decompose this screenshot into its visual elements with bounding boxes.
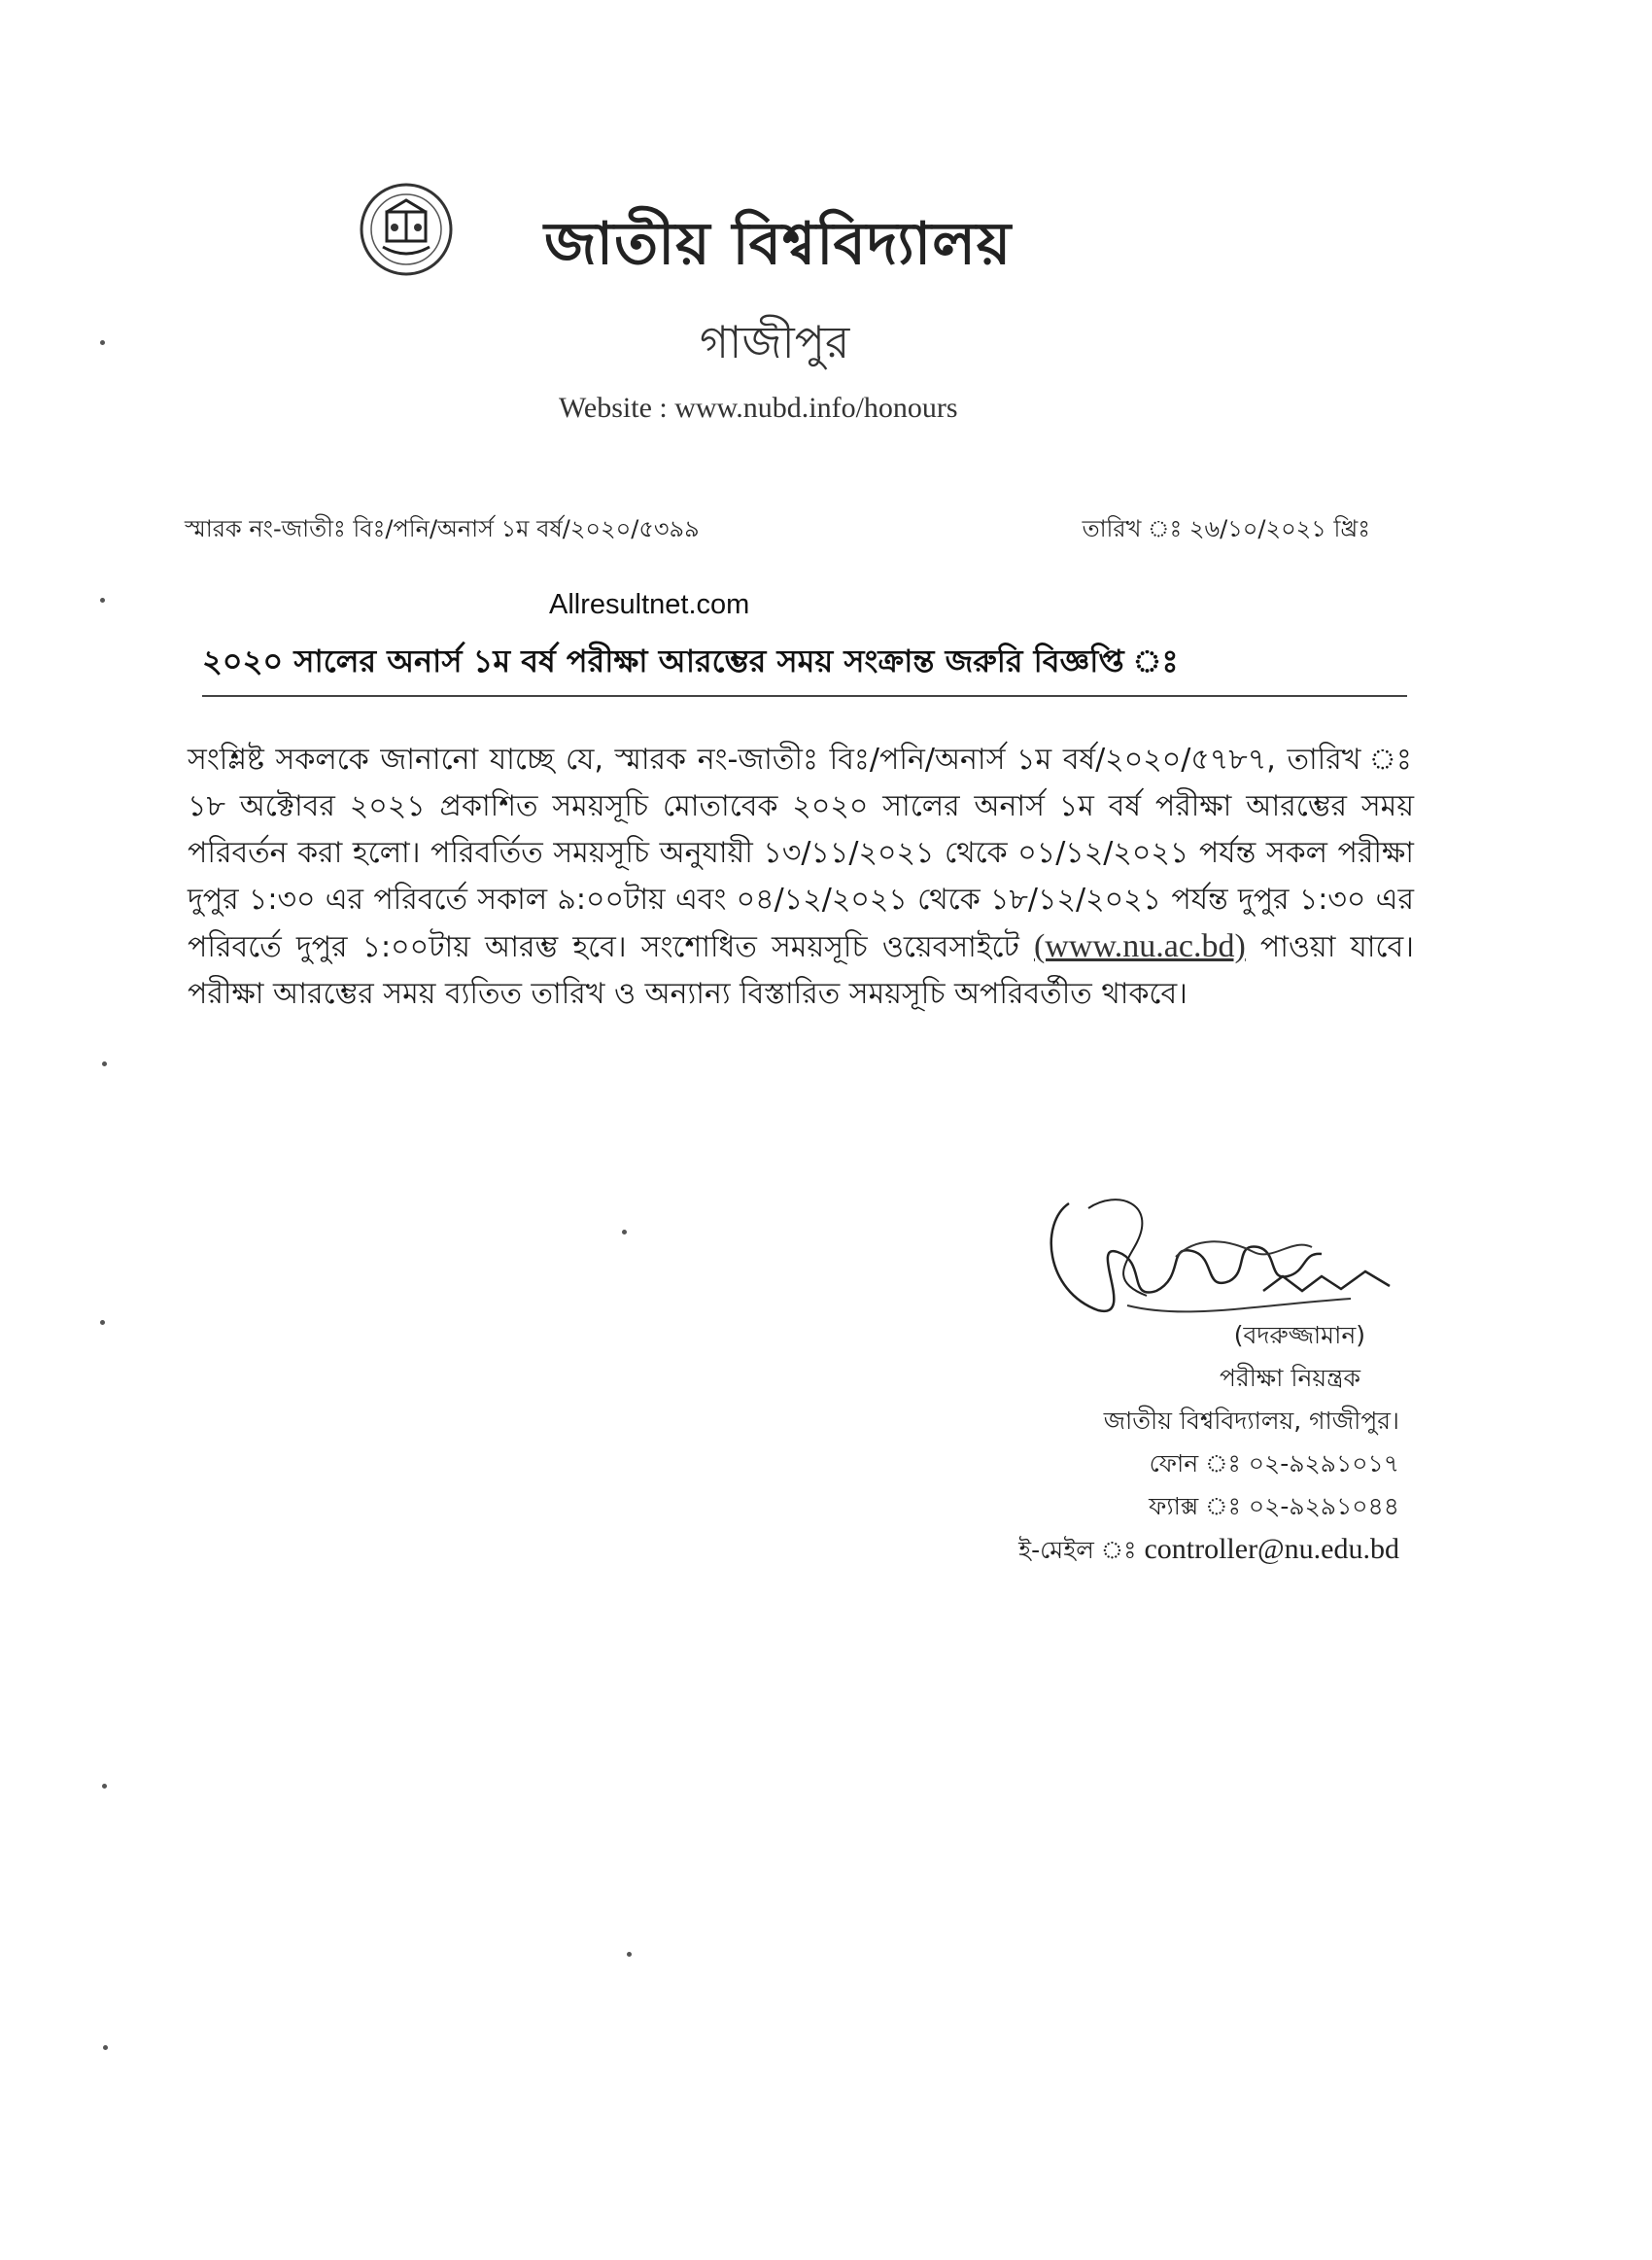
scan-speck [102, 1061, 107, 1066]
university-seal-logo [358, 171, 455, 288]
notice-title: ২০২০ সালের অনার্স ১ম বর্ষ পরীক্ষা আরম্ভের সময় সংক্রান্ত জরুরি বিজ্ঞপ্তি ঃ [202, 637, 1407, 697]
scan-speck [100, 1320, 105, 1325]
watermark-text: Allresultnet.com [549, 589, 750, 620]
signatory-email-line [875, 1528, 1399, 1572]
notice-body [188, 737, 1414, 1018]
scan-speck [100, 598, 105, 603]
scan-speck [100, 340, 105, 345]
signatory-phone: ফোন ঃ ০২-৯২৯১০১৭ [1149, 1449, 1399, 1478]
university-city: গাজীপুর [700, 316, 850, 368]
email-label: ই-মেইল ঃ [1018, 1536, 1145, 1564]
signature-scribble [1030, 1184, 1419, 1330]
notice-body-part2: পাওয়া যাবে। পরীক্ষা আরম্ভের সময় ব্যতিত তারিখ ও অন্যান্য বিস্তারিত সময়সূচি অপরিবর্তীত থাকবে। [188, 930, 1414, 1011]
signatory-designation: পরীক্ষা নিয়ন্ত্রক [1220, 1364, 1360, 1392]
university-name: জাতীয় বিশ্ববিদ্যালয় [544, 210, 1013, 278]
scan-speck [627, 1952, 632, 1957]
scan-speck [103, 2045, 108, 2050]
signatory-office: জাতীয় বিশ্ববিদ্যালয়, গাজীপুর। [1103, 1407, 1399, 1435]
notice-body-part1: সংশ্লিষ্ট সকলকে জানানো যাচ্ছে যে, স্মারক নং-জাতীঃ বিঃ/পনি/অনার্স ১ম বর্ষ/২০২০/৫৭৮৭, তারিখ ঃ ১৮ অক্টোবর ২০২১ প্রকাশিত সময়সূচি মোতাবেক ২০২০ সালের অনার্স ১ম বর্ষ পরীক্ষা আরম্ভের সময় পরিবর্তন করা হলো। পরিবর্তিত সময়সূচি অনুযায়ী ১৩/১১/২০২১ থেকে ০১/১২/২০২১ পর্যন্ত সকল পরীক্ষা দুপুর ১:৩০ এর পরিবর্তে সকাল ৯:০০টায় এবং ০৪/১২/২০২১ থেকে ১৮/১২/২০২১ পর্যন্ত দুপুর ১:৩০ এর পরিবর্তে দুপুর ১:০০টায় আরম্ভ হবে। সংশোধিত সময়সূচি ওয়েবসাইটে [188, 743, 1414, 964]
signatory-fax: ফ্যাক্স ঃ ০২-৯২৯১০৪৪ [1149, 1492, 1399, 1520]
memo-number: স্মারক নং-জাতীঃ বিঃ/পনি/অনার্স ১ম বর্ষ/২০২০/৫৩৯৯ [185, 515, 700, 542]
website-link[interactable]: (www.nu.ac.bd) [1033, 928, 1246, 964]
scan-speck [622, 1230, 627, 1234]
signatory-block [875, 1314, 1399, 1572]
signatory-name: (বদরুজ্জামান) [1233, 1321, 1365, 1349]
memo-date: তারিখ ঃ ২৬/১০/২০২১ খ্রিঃ [1082, 515, 1370, 542]
website-line: Website : www.nubd.info/honours [559, 392, 958, 424]
memo-line [185, 511, 1370, 550]
scan-speck [102, 1784, 107, 1789]
email-link[interactable]: controller@nu.edu.bd [1144, 1533, 1399, 1565]
